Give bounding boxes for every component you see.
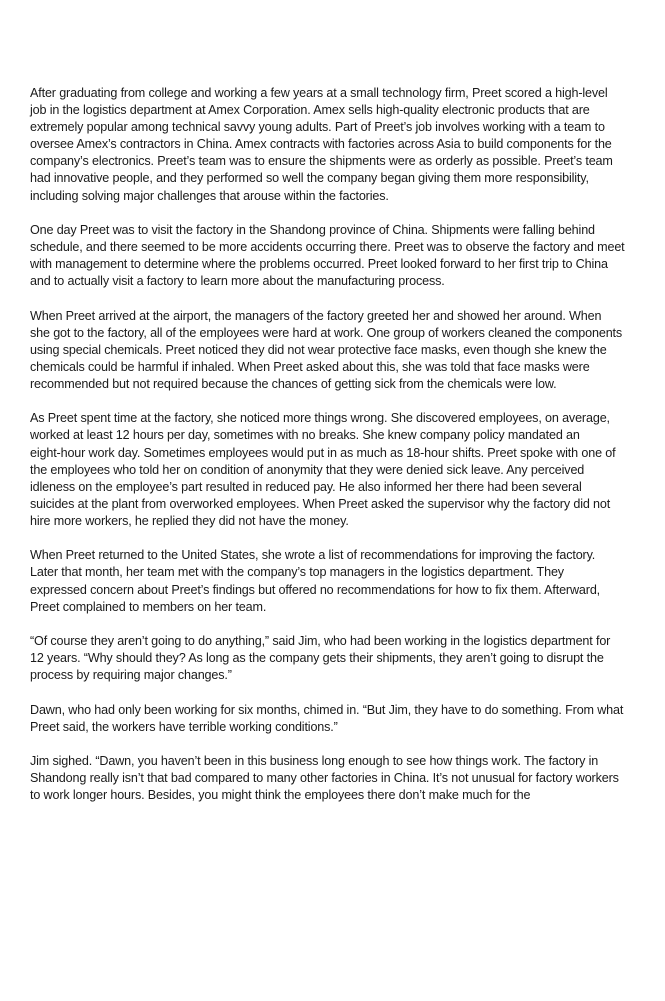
paragraph-observations: As Preet spent time at the factory, she noticed more things wrong. She discovered employees, on average, worked at least 12 hours per day, sometimes with no breaks. She knew company policy mandated an eight-hour work day. Sometimes employees would put in as much as 18-hour shifts. Preet spoke with one of the employees who told her on condition of anonymity that they were denied sick leave. Any perceived idleness on the employee’s part resulted in reduced pay. He also informed her there had been several suicides at the plant from overworked employees. When Preet asked the supervisor why the factory did not hire more workers, he replied they did not have the money. — [30, 411, 616, 528]
paragraph-jim-quote: “Of course they aren’t going to do anything,” said Jim, who had been working in the logistics department for 12 years. “Why should they? As long as the company gets their shipments, they aren’t going to disrupt the process by requiring major changes.” — [30, 634, 611, 683]
paragraph-recommendations: When Preet returned to the United States, she wrote a list of recommendations for improving the factory. Later that month, her team met with the company’s top managers in the logistics department. They expressed concern about Preet’s findings but offered no recommendations for how to fix them. Afterward, Preet complained to members on her team. — [30, 548, 601, 614]
document-page — [30, 85, 660, 822]
paragraph-arrival: When Preet arrived at the airport, the managers of the factory greeted her and showed her around. When she got to the factory, all of the employees were hard at work. One group of workers cleaned the components using special chemicals. Preet noticed they did not wear protective face masks, even though she knew the chemicals could be harmful if inhaled. When Preet asked about this, she was told that face masks were recommended but not required because the chances of getting sick from the chemicals were low. — [30, 308, 623, 391]
paragraph-intro: After graduating from college and working a few years at a small technology firm, Preet scored a high-level job in the logistics department at Amex Corporation. Amex sells high-quality electronic products that are extremely popular among technical savvy young adults. Part of Preet’s job involves working with a team to oversee Amex’s contractors in China. Amex contracts with factories across Asia to build components for the company’s electronics. Preet’s team was to ensure the shipments were as orderly as possible. Preet’s team had innovative people, and they performed so well the company began giving them more responsibility, including solving major challenges that arouse within the factories. — [30, 86, 613, 203]
paragraph-dawn-quote: Dawn, who had only been working for six months, chimed in. “But Jim, they have to do something. From what Preet said, the workers have terrible working conditions.” — [30, 702, 624, 734]
paragraph-shandong-visit: One day Preet was to visit the factory in the Shandong province of China. Shipments were falling behind schedule, and there seemed to be more accidents occurring there. Preet was to observe the factory and meet with management to determine where the problems occurred. Preet looked forward to her first trip to China and to actually visit a factory to learn more about the manufacturing process. — [30, 222, 625, 289]
paragraph-jim-reply: Jim sighed. “Dawn, you haven’t been in this business long enough to see how things work. The factory in Shandong really isn’t that bad compared to many other factories in China. It’s not unusual for factory workers to work longer hours. Besides, you might think the employees there don’t make much for the — [30, 754, 619, 803]
